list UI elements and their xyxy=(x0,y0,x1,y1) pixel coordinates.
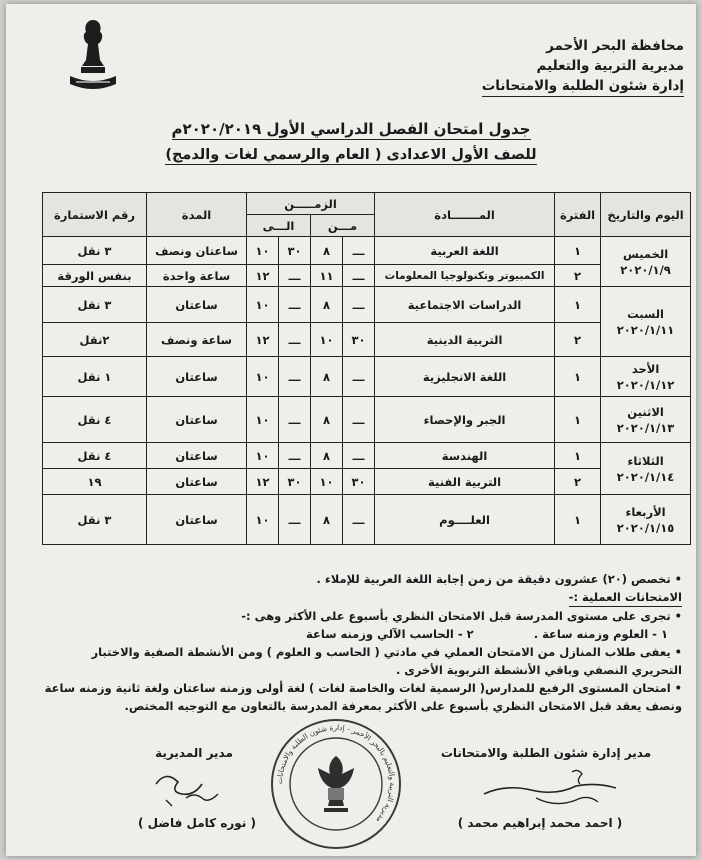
to-hour-cell: ١٠ xyxy=(247,443,279,469)
table-row xyxy=(43,265,691,287)
form-cell: ١ نقل xyxy=(43,357,147,397)
day-cell: الأربعاء ٢٠٢٠/١/١٥ xyxy=(601,495,691,545)
handwritten-signature-left-icon xyxy=(136,764,246,812)
to-minute-cell: ـــ xyxy=(279,357,311,397)
note-practical-2: • يعفى طلاب المنازل من الامتحان العملي في مادتي ( الحاسب و العلوم ) ومن الأنشطة الصفية والاختبار التحريري النصفي وباقي الأنشطة التربوية الأخرى . xyxy=(91,645,682,677)
period-cell: ١ xyxy=(555,357,601,397)
from-minute-cell: ـــ xyxy=(343,237,375,265)
notes-section xyxy=(42,570,682,715)
subject-cell: الكمبيوتر وتكنولوجيا المعلومات xyxy=(375,265,555,287)
from-minute-cell: ـــ xyxy=(343,265,375,287)
day-cell: الثلاثاء ٢٠٢٠/١/١٤ xyxy=(601,443,691,495)
from-minute-cell: ٣٠ xyxy=(343,323,375,357)
signature-left-title: مدير المديرية xyxy=(155,746,233,760)
duration-cell: ساعة واحدة xyxy=(147,265,247,287)
from-minute-cell: ـــ xyxy=(343,287,375,323)
header-from: مـــن xyxy=(311,215,375,237)
note-practical-3: • امتحان المستوى الرفيع للمدارس( الرسمية لغات والخاصة لغات ) لغة أولى وزمنه ساعتان ولغة ثانية وزمنه ساعة ونصف يعقد قبل الامتحان النظري بأسبوع على الأكثر بمعرفة المدرسة بالتعاون مع التوجيه المختص. xyxy=(44,681,682,713)
subject-cell: الدراسات الاجتماعية xyxy=(375,287,555,323)
table-row xyxy=(43,237,691,265)
duration-cell: ساعتان xyxy=(147,443,247,469)
header-to: الـــى xyxy=(247,215,311,237)
to-hour-cell: ١٠ xyxy=(247,237,279,265)
duration-cell: ساعتان xyxy=(147,397,247,443)
note-practical-computer: ٢ - الحاسب الآلي وزمنه ساعة xyxy=(306,627,474,641)
from-hour-cell: ٨ xyxy=(311,287,343,323)
duration-cell: ساعتان ونصف xyxy=(147,237,247,265)
from-minute-cell: ـــ xyxy=(343,443,375,469)
header-governorate: محافظة البحر الأحمر xyxy=(546,38,684,54)
form-cell: ٣ نقل xyxy=(43,287,147,323)
header-department: إدارة شئون الطلبة والامتحانات xyxy=(482,76,684,97)
header-time: الزمـــــن xyxy=(247,193,375,215)
document-subtitle: للصف الأول الاعدادى ( العام والرسمي لغات والدمج) xyxy=(165,147,537,163)
from-hour-cell: ٨ xyxy=(311,397,343,443)
from-minute-cell: ـــ xyxy=(343,357,375,397)
document-header xyxy=(384,36,684,97)
form-cell: ١٩ xyxy=(43,469,147,495)
to-hour-cell: ١٠ xyxy=(247,287,279,323)
period-cell: ٢ xyxy=(555,265,601,287)
to-minute-cell: ـــ xyxy=(279,265,311,287)
subject-cell: اللغة الانجليزية xyxy=(375,357,555,397)
from-minute-cell: ٣٠ xyxy=(343,469,375,495)
form-cell: ٤ نقل xyxy=(43,397,147,443)
from-minute-cell: ـــ xyxy=(343,495,375,545)
from-hour-cell: ١٠ xyxy=(311,469,343,495)
subject-cell: الجبر والإحصاء xyxy=(375,397,555,443)
form-cell: ٣ نقل xyxy=(43,495,147,545)
to-hour-cell: ١٠ xyxy=(247,397,279,443)
from-hour-cell: ١٠ xyxy=(311,323,343,357)
to-minute-cell: ٣٠ xyxy=(279,469,311,495)
period-cell: ٢ xyxy=(555,469,601,495)
from-minute-cell: ـــ xyxy=(343,397,375,443)
to-minute-cell: ـــ xyxy=(279,397,311,443)
ministry-logo-icon xyxy=(62,14,124,98)
day-cell: الخميس ٢٠٢٠/١/٩ xyxy=(601,237,691,287)
duration-cell: ساعتان xyxy=(147,469,247,495)
signature-left-name: ( نوره كامل فاضل ) xyxy=(138,816,256,830)
table-row xyxy=(43,323,691,357)
note-practical-science: ١ - العلوم وزمنه ساعة . xyxy=(533,627,668,641)
to-hour-cell: ١٠ xyxy=(247,495,279,545)
day-cell: الاثنين ٢٠٢٠/١/١٣ xyxy=(601,397,691,443)
to-minute-cell: ـــ xyxy=(279,495,311,545)
to-minute-cell: ـــ xyxy=(279,323,311,357)
table-row xyxy=(43,443,691,469)
handwritten-signature-right-icon xyxy=(476,764,626,810)
table-row xyxy=(43,495,691,545)
from-hour-cell: ٨ xyxy=(311,443,343,469)
duration-cell: ساعة ونصف xyxy=(147,323,247,357)
duration-cell: ساعتان xyxy=(147,287,247,323)
document-page xyxy=(6,4,696,856)
day-cell: السبت ٢٠٢٠/١/١١ xyxy=(601,287,691,357)
signature-right-name: ( احمد محمد إبراهيم محمد ) xyxy=(457,816,623,830)
document-title: جدول امتحان الفصل الدراسي الأول ٢٠٢٠/٢٠١٩م xyxy=(171,120,531,138)
duration-cell: ساعتان xyxy=(147,495,247,545)
day-cell: الأحد ٢٠٢٠/١/١٢ xyxy=(601,357,691,397)
subject-cell: الهندسة xyxy=(375,443,555,469)
to-hour-cell: ١٠ xyxy=(247,357,279,397)
form-cell: ٢نقل xyxy=(43,323,147,357)
from-hour-cell: ٨ xyxy=(311,237,343,265)
note-dictation: • تخصص (٢٠) عشرون دقيقة من زمن إجابة اللغة العربية للإملاء . xyxy=(316,572,682,586)
period-cell: ٢ xyxy=(555,323,601,357)
header-subject: المـــــــادة xyxy=(375,193,555,237)
from-hour-cell: ١١ xyxy=(311,265,343,287)
header-form-number: رقم الاستمارة xyxy=(43,193,147,237)
to-hour-cell: ١٢ xyxy=(247,323,279,357)
table-row xyxy=(43,397,691,443)
note-practical-1: • تجرى على مستوى المدرسة قبل الامتحان النظري بأسبوع على الأكثر وهى :- xyxy=(241,609,682,623)
from-hour-cell: ٨ xyxy=(311,357,343,397)
subject-cell: العلــــوم xyxy=(375,495,555,545)
period-cell: ١ xyxy=(555,237,601,265)
to-minute-cell: ـــ xyxy=(279,287,311,323)
signature-right xyxy=(416,746,676,760)
table-row xyxy=(43,287,691,323)
exam-schedule-table xyxy=(42,192,690,545)
form-cell: بنفس الورقة xyxy=(43,265,147,287)
header-directorate: مديرية التربية والتعليم xyxy=(536,58,684,74)
period-cell: ١ xyxy=(555,495,601,545)
table-row xyxy=(43,469,691,495)
subject-cell: التربية الدينية xyxy=(375,323,555,357)
signature-right-title: مدير إدارة شئون الطلبة والامتحانات xyxy=(440,746,652,760)
header-duration: المدة xyxy=(147,193,247,237)
to-minute-cell: ٣٠ xyxy=(279,237,311,265)
official-stamp-icon xyxy=(268,716,404,852)
duration-cell: ساعتان xyxy=(147,357,247,397)
from-hour-cell: ٨ xyxy=(311,495,343,545)
stamp-text: مديرية التربية والتعليم بالبحر الأحمر - إدارة شئون الطلبة والامتحانات xyxy=(274,722,398,825)
practical-exams-heading: الامتحانات العملية :- xyxy=(569,588,682,607)
header-period: الفترة xyxy=(555,193,601,237)
period-cell: ١ xyxy=(555,443,601,469)
form-cell: ٤ نقل xyxy=(43,443,147,469)
subject-cell: اللغة العربية xyxy=(375,237,555,265)
period-cell: ١ xyxy=(555,287,601,323)
subject-cell: التربية الفنية xyxy=(375,469,555,495)
eagle-emblem-icon xyxy=(318,756,354,812)
form-cell: ٣ نقل xyxy=(43,237,147,265)
period-cell: ١ xyxy=(555,397,601,443)
to-hour-cell: ١٢ xyxy=(247,469,279,495)
header-day: اليوم والتاريخ xyxy=(601,193,691,237)
to-hour-cell: ١٢ xyxy=(247,265,279,287)
to-minute-cell: ـــ xyxy=(279,443,311,469)
table-row xyxy=(43,357,691,397)
